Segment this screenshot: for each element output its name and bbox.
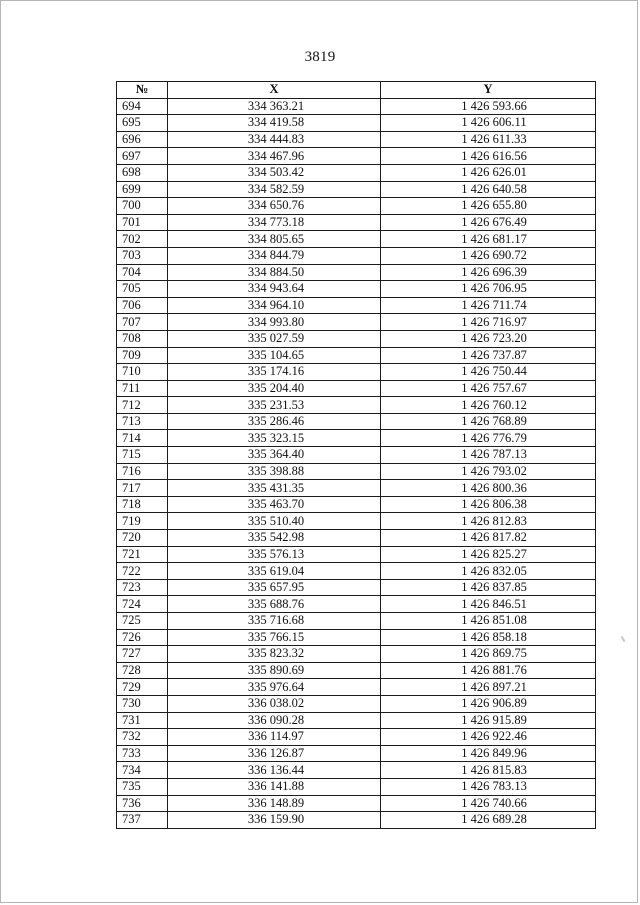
y-coordinate-cell: 1 426 616.56 bbox=[381, 148, 596, 165]
x-coordinate-cell: 334 964.10 bbox=[168, 297, 381, 314]
point-number-cell: 723 bbox=[117, 579, 168, 596]
table-row bbox=[117, 762, 596, 779]
x-coordinate-cell: 336 136.44 bbox=[168, 762, 381, 779]
x-coordinate-cell: 335 576.13 bbox=[168, 546, 381, 563]
point-number-cell: 715 bbox=[117, 447, 168, 464]
point-number-cell: 718 bbox=[117, 496, 168, 513]
table-row bbox=[117, 430, 596, 447]
table-row bbox=[117, 364, 596, 381]
x-coordinate-cell: 336 159.90 bbox=[168, 812, 381, 829]
y-coordinate-cell: 1 426 815.83 bbox=[381, 762, 596, 779]
y-coordinate-cell: 1 426 915.89 bbox=[381, 712, 596, 729]
x-coordinate-cell: 334 943.64 bbox=[168, 281, 381, 298]
point-number-cell: 701 bbox=[117, 214, 168, 231]
table-row bbox=[117, 812, 596, 829]
x-coordinate-cell: 335 716.68 bbox=[168, 613, 381, 630]
x-coordinate-cell: 335 688.76 bbox=[168, 596, 381, 613]
x-coordinate-cell: 335 890.69 bbox=[168, 662, 381, 679]
table-row bbox=[117, 463, 596, 480]
y-coordinate-cell: 1 426 626.01 bbox=[381, 164, 596, 181]
point-number-cell: 713 bbox=[117, 413, 168, 430]
page-number: 3819 bbox=[304, 49, 336, 65]
table-row bbox=[117, 778, 596, 795]
point-number-cell: 704 bbox=[117, 264, 168, 281]
table-row bbox=[117, 181, 596, 198]
x-coordinate-cell: 335 204.40 bbox=[168, 380, 381, 397]
x-coordinate-cell: 335 619.04 bbox=[168, 563, 381, 580]
y-coordinate-cell: 1 426 655.80 bbox=[381, 198, 596, 215]
x-coordinate-cell: 334 844.79 bbox=[168, 247, 381, 264]
table-row bbox=[117, 546, 596, 563]
table-row bbox=[117, 380, 596, 397]
x-coordinate-cell: 335 657.95 bbox=[168, 579, 381, 596]
point-number-cell: 699 bbox=[117, 181, 168, 198]
y-coordinate-cell: 1 426 750.44 bbox=[381, 364, 596, 381]
y-coordinate-cell: 1 426 817.82 bbox=[381, 530, 596, 547]
point-number-cell: 724 bbox=[117, 596, 168, 613]
point-number-cell: 711 bbox=[117, 380, 168, 397]
point-number-cell: 705 bbox=[117, 281, 168, 298]
y-coordinate-cell: 1 426 837.85 bbox=[381, 579, 596, 596]
point-number-cell: 697 bbox=[117, 148, 168, 165]
table-row bbox=[117, 231, 596, 248]
y-coordinate-cell: 1 426 690.72 bbox=[381, 247, 596, 264]
point-number-cell: 727 bbox=[117, 646, 168, 663]
table-row bbox=[117, 729, 596, 746]
x-coordinate-cell: 335 542.98 bbox=[168, 530, 381, 547]
y-coordinate-cell: 1 426 757.67 bbox=[381, 380, 596, 397]
y-coordinate-cell: 1 426 768.89 bbox=[381, 413, 596, 430]
y-coordinate-cell: 1 426 696.39 bbox=[381, 264, 596, 281]
y-coordinate-cell: 1 426 846.51 bbox=[381, 596, 596, 613]
table-row bbox=[117, 148, 596, 165]
x-coordinate-cell: 335 431.35 bbox=[168, 480, 381, 497]
y-coordinate-cell: 1 426 760.12 bbox=[381, 397, 596, 414]
x-coordinate-cell: 334 444.83 bbox=[168, 131, 381, 148]
y-coordinate-cell: 1 426 606.11 bbox=[381, 115, 596, 132]
point-number-cell: 706 bbox=[117, 297, 168, 314]
x-coordinate-cell: 335 104.65 bbox=[168, 347, 381, 364]
y-coordinate-cell: 1 426 800.36 bbox=[381, 480, 596, 497]
table-row bbox=[117, 397, 596, 414]
x-coordinate-cell: 335 231.53 bbox=[168, 397, 381, 414]
y-coordinate-cell: 1 426 858.18 bbox=[381, 629, 596, 646]
header-y: Y bbox=[381, 82, 596, 99]
table-body bbox=[117, 98, 596, 828]
table-row bbox=[117, 530, 596, 547]
y-coordinate-cell: 1 426 783.13 bbox=[381, 778, 596, 795]
y-coordinate-cell: 1 426 851.08 bbox=[381, 613, 596, 630]
point-number-cell: 726 bbox=[117, 629, 168, 646]
point-number-cell: 712 bbox=[117, 397, 168, 414]
x-coordinate-cell: 336 090.28 bbox=[168, 712, 381, 729]
table-row bbox=[117, 613, 596, 630]
point-number-cell: 737 bbox=[117, 812, 168, 829]
point-number-cell: 694 bbox=[117, 98, 168, 115]
point-number-cell: 708 bbox=[117, 330, 168, 347]
point-number-cell: 710 bbox=[117, 364, 168, 381]
x-coordinate-cell: 335 510.40 bbox=[168, 513, 381, 530]
header-number: № bbox=[117, 82, 168, 99]
y-coordinate-cell: 1 426 897.21 bbox=[381, 679, 596, 696]
table-row bbox=[117, 247, 596, 264]
point-number-cell: 729 bbox=[117, 679, 168, 696]
x-coordinate-cell: 336 148.89 bbox=[168, 795, 381, 812]
y-coordinate-cell: 1 426 787.13 bbox=[381, 447, 596, 464]
table-header-row bbox=[117, 82, 596, 99]
y-coordinate-cell: 1 426 737.87 bbox=[381, 347, 596, 364]
y-coordinate-cell: 1 426 812.83 bbox=[381, 513, 596, 530]
y-coordinate-cell: 1 426 676.49 bbox=[381, 214, 596, 231]
x-coordinate-cell: 335 364.40 bbox=[168, 447, 381, 464]
point-number-cell: 731 bbox=[117, 712, 168, 729]
x-coordinate-cell: 334 582.59 bbox=[168, 181, 381, 198]
x-coordinate-cell: 334 503.42 bbox=[168, 164, 381, 181]
point-number-cell: 719 bbox=[117, 513, 168, 530]
x-coordinate-cell: 335 766.15 bbox=[168, 629, 381, 646]
y-coordinate-cell: 1 426 723.20 bbox=[381, 330, 596, 347]
point-number-cell: 720 bbox=[117, 530, 168, 547]
x-coordinate-cell: 335 398.88 bbox=[168, 463, 381, 480]
y-coordinate-cell: 1 426 776.79 bbox=[381, 430, 596, 447]
point-number-cell: 695 bbox=[117, 115, 168, 132]
table-row bbox=[117, 98, 596, 115]
table-row bbox=[117, 314, 596, 331]
y-coordinate-cell: 1 426 716.97 bbox=[381, 314, 596, 331]
table-row bbox=[117, 513, 596, 530]
y-coordinate-cell: 1 426 689.28 bbox=[381, 812, 596, 829]
table-row bbox=[117, 712, 596, 729]
table-row bbox=[117, 214, 596, 231]
y-coordinate-cell: 1 426 906.89 bbox=[381, 695, 596, 712]
coordinates-table bbox=[116, 81, 596, 829]
x-coordinate-cell: 334 650.76 bbox=[168, 198, 381, 215]
y-coordinate-cell: 1 426 793.02 bbox=[381, 463, 596, 480]
point-number-cell: 733 bbox=[117, 745, 168, 762]
table-row bbox=[117, 347, 596, 364]
x-coordinate-cell: 334 419.58 bbox=[168, 115, 381, 132]
table-row bbox=[117, 579, 596, 596]
table-row bbox=[117, 297, 596, 314]
y-coordinate-cell: 1 426 740.66 bbox=[381, 795, 596, 812]
table-row bbox=[117, 198, 596, 215]
point-number-cell: 707 bbox=[117, 314, 168, 331]
y-coordinate-cell: 1 426 706.95 bbox=[381, 281, 596, 298]
table-row bbox=[117, 496, 596, 513]
point-number-cell: 716 bbox=[117, 463, 168, 480]
x-coordinate-cell: 334 467.96 bbox=[168, 148, 381, 165]
table-row bbox=[117, 596, 596, 613]
y-coordinate-cell: 1 426 640.58 bbox=[381, 181, 596, 198]
y-coordinate-cell: 1 426 711.74 bbox=[381, 297, 596, 314]
x-coordinate-cell: 334 773.18 bbox=[168, 214, 381, 231]
y-coordinate-cell: 1 426 806.38 bbox=[381, 496, 596, 513]
point-number-cell: 734 bbox=[117, 762, 168, 779]
table-row bbox=[117, 662, 596, 679]
table-row bbox=[117, 164, 596, 181]
x-coordinate-cell: 334 993.80 bbox=[168, 314, 381, 331]
table-row bbox=[117, 695, 596, 712]
y-coordinate-cell: 1 426 681.17 bbox=[381, 231, 596, 248]
x-coordinate-cell: 336 038.02 bbox=[168, 695, 381, 712]
y-coordinate-cell: 1 426 832.05 bbox=[381, 563, 596, 580]
table-row bbox=[117, 480, 596, 497]
point-number-cell: 732 bbox=[117, 729, 168, 746]
y-coordinate-cell: 1 426 922.46 bbox=[381, 729, 596, 746]
point-number-cell: 703 bbox=[117, 247, 168, 264]
table-row bbox=[117, 281, 596, 298]
table-row bbox=[117, 447, 596, 464]
point-number-cell: 714 bbox=[117, 430, 168, 447]
x-coordinate-cell: 336 114.97 bbox=[168, 729, 381, 746]
x-coordinate-cell: 335 823.32 bbox=[168, 646, 381, 663]
point-number-cell: 736 bbox=[117, 795, 168, 812]
table-row bbox=[117, 745, 596, 762]
table-row bbox=[117, 795, 596, 812]
x-coordinate-cell: 335 286.46 bbox=[168, 413, 381, 430]
header-x: X bbox=[168, 82, 381, 99]
x-coordinate-cell: 335 027.59 bbox=[168, 330, 381, 347]
x-coordinate-cell: 336 141.88 bbox=[168, 778, 381, 795]
table-row bbox=[117, 264, 596, 281]
x-coordinate-cell: 334 363.21 bbox=[168, 98, 381, 115]
x-coordinate-cell: 335 463.70 bbox=[168, 496, 381, 513]
table-row bbox=[117, 115, 596, 132]
y-coordinate-cell: 1 426 869.75 bbox=[381, 646, 596, 663]
y-coordinate-cell: 1 426 593.66 bbox=[381, 98, 596, 115]
table-row bbox=[117, 413, 596, 430]
x-coordinate-cell: 334 884.50 bbox=[168, 264, 381, 281]
y-coordinate-cell: 1 426 825.27 bbox=[381, 546, 596, 563]
x-coordinate-cell: 335 976.64 bbox=[168, 679, 381, 696]
table-row bbox=[117, 330, 596, 347]
x-coordinate-cell: 334 805.65 bbox=[168, 231, 381, 248]
point-number-cell: 709 bbox=[117, 347, 168, 364]
x-coordinate-cell: 335 323.15 bbox=[168, 430, 381, 447]
table-row bbox=[117, 629, 596, 646]
point-number-cell: 702 bbox=[117, 231, 168, 248]
x-coordinate-cell: 336 126.87 bbox=[168, 745, 381, 762]
point-number-cell: 696 bbox=[117, 131, 168, 148]
point-number-cell: 698 bbox=[117, 164, 168, 181]
point-number-cell: 721 bbox=[117, 546, 168, 563]
table-row bbox=[117, 679, 596, 696]
point-number-cell: 730 bbox=[117, 695, 168, 712]
y-coordinate-cell: 1 426 611.33 bbox=[381, 131, 596, 148]
point-number-cell: 717 bbox=[117, 480, 168, 497]
point-number-cell: 722 bbox=[117, 563, 168, 580]
table-row bbox=[117, 563, 596, 580]
y-coordinate-cell: 1 426 881.76 bbox=[381, 662, 596, 679]
y-coordinate-cell: 1 426 849.96 bbox=[381, 745, 596, 762]
point-number-cell: 735 bbox=[117, 778, 168, 795]
point-number-cell: 700 bbox=[117, 198, 168, 215]
table-row bbox=[117, 646, 596, 663]
point-number-cell: 728 bbox=[117, 662, 168, 679]
table-row bbox=[117, 131, 596, 148]
x-coordinate-cell: 335 174.16 bbox=[168, 364, 381, 381]
point-number-cell: 725 bbox=[117, 613, 168, 630]
